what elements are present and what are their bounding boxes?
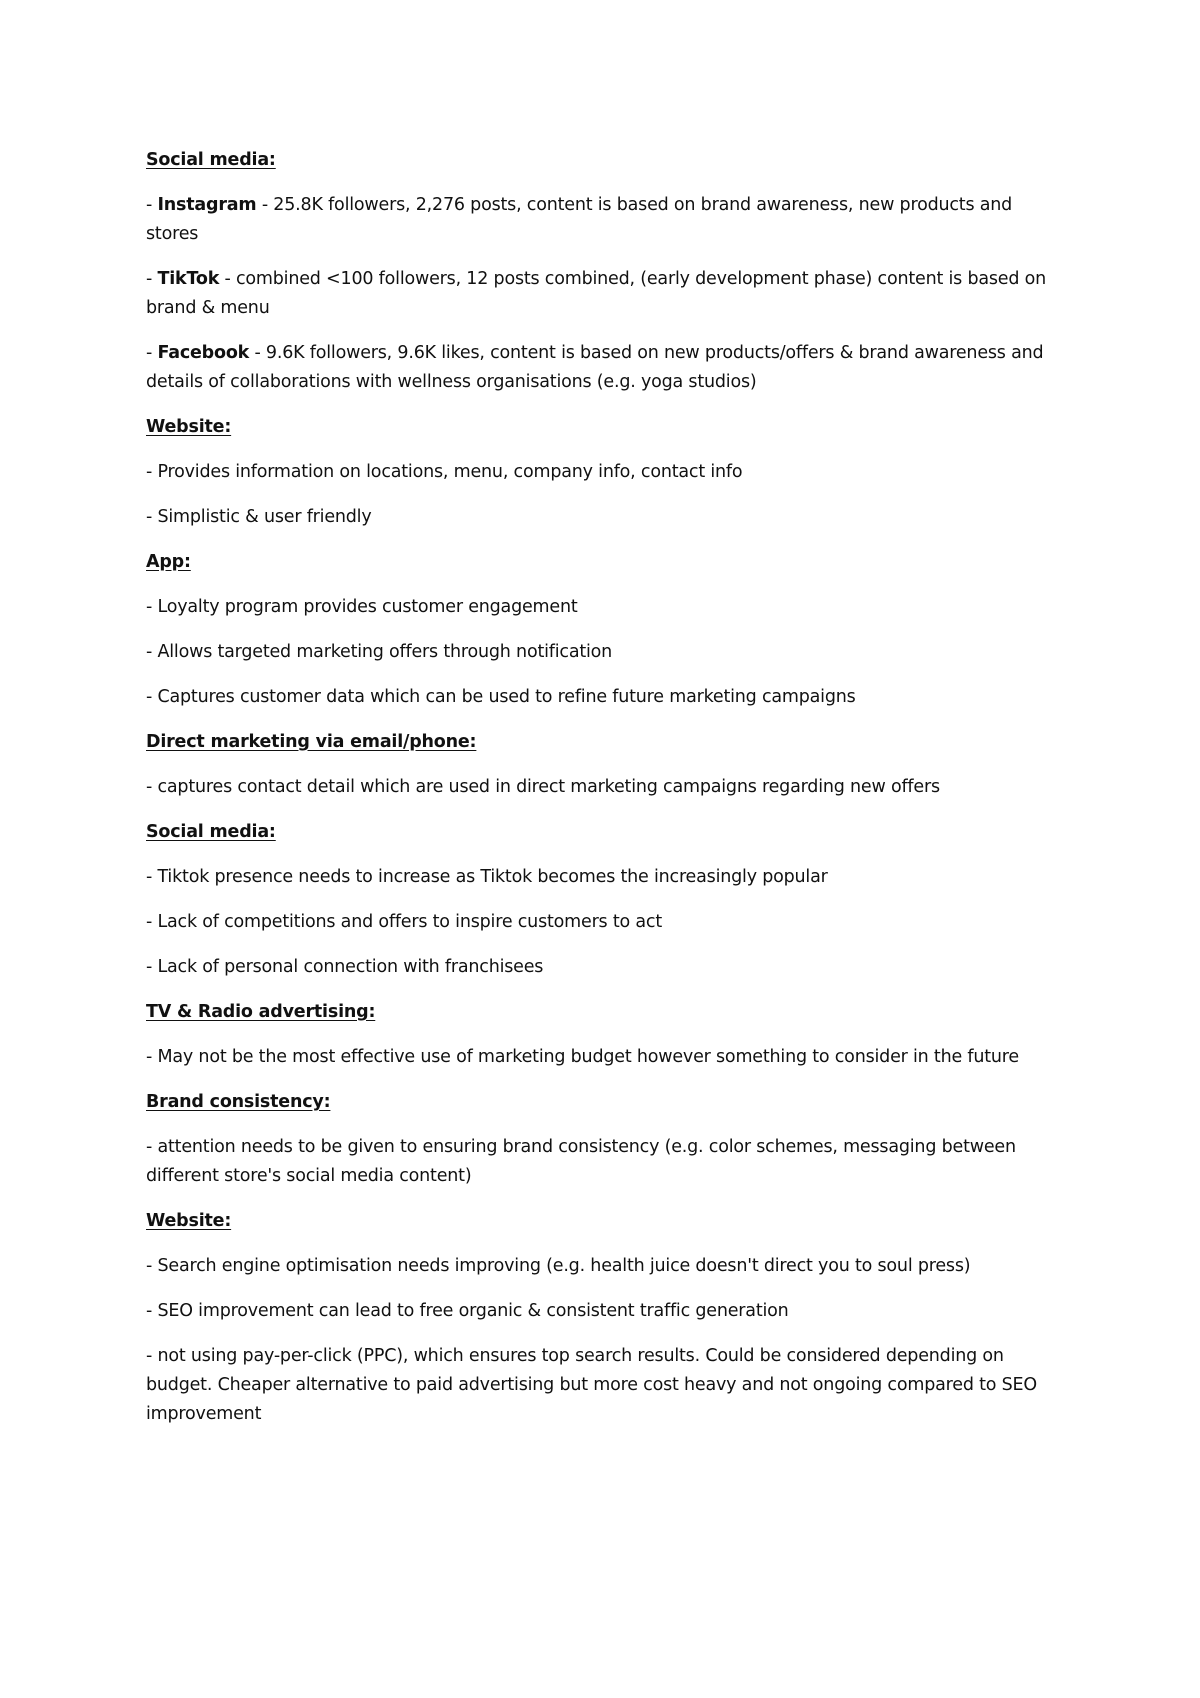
bullet-item (146, 503, 1066, 532)
bullet-text: Loyalty program provides customer engagement (157, 597, 578, 617)
bullet-item (146, 1043, 1066, 1072)
bullet-item (146, 953, 1066, 982)
section-heading: Direct marketing via email/phone: (146, 732, 477, 752)
bullet-item (146, 863, 1066, 892)
bullet-item (146, 1133, 1066, 1191)
bullet-text: Allows targeted marketing offers through notification (157, 642, 613, 662)
bullet-text: captures contact detail which are used in direct marketing campaigns regarding new offers (157, 777, 940, 797)
bullet-text: Lack of personal connection with franchisees (157, 957, 544, 977)
bullet-text: Captures customer data which can be used to refine future marketing campaigns (157, 687, 856, 707)
bullet-dash: - (146, 1137, 158, 1157)
platform-name: Facebook (157, 343, 250, 363)
bullet-text: May not be the most effective use of marketing budget however something to consider in the future (157, 1047, 1019, 1067)
bullet-dash: - (146, 507, 158, 527)
bullet-item (146, 339, 1066, 397)
section-heading: TV & Radio advertising: (146, 1002, 376, 1022)
bullet-dash: - (146, 1346, 158, 1366)
platform-name: Instagram (157, 195, 257, 215)
bullet-dash: - (146, 642, 158, 662)
bullet-dash: - (146, 1301, 158, 1321)
bullet-text: Lack of competitions and offers to inspire customers to act (157, 912, 662, 932)
bullet-item (146, 638, 1066, 667)
bullet-item (146, 1297, 1066, 1326)
section-heading: Brand consistency: (146, 1092, 331, 1112)
section-heading: App: (146, 552, 191, 572)
bullet-dash: - (146, 1047, 158, 1067)
bullet-text: - combined <100 followers, 12 posts combined, (early development phase) content is based on brand & menu (146, 269, 1047, 318)
bullet-dash: - (146, 777, 158, 797)
bullet-text: not using pay-per-click (PPC), which ensures top search results. Could be considered depending on budget. Cheaper alternative to paid advertising but more cost heavy and not ongoing compared to SEO improvement (146, 1346, 1037, 1424)
bullet-item (146, 683, 1066, 712)
bullet-item (146, 458, 1066, 487)
platform-name: TikTok (157, 269, 220, 289)
bullet-dash: - (146, 597, 158, 617)
bullet-item (146, 908, 1066, 937)
document-body (146, 146, 1066, 1445)
bullet-text: Provides information on locations, menu, company info, contact info (157, 462, 743, 482)
bullet-dash: - (146, 343, 158, 363)
bullet-dash: - (146, 687, 158, 707)
bullet-text: Search engine optimisation needs improving (e.g. health juice doesn't direct you to soul press) (157, 1256, 971, 1276)
bullet-item (146, 1342, 1066, 1429)
bullet-text: SEO improvement can lead to free organic & consistent traffic generation (157, 1301, 789, 1321)
section-heading: Social media: (146, 822, 276, 842)
section-heading: Website: (146, 417, 232, 437)
bullet-dash: - (146, 867, 158, 887)
bullet-dash: - (146, 1256, 158, 1276)
bullet-dash: - (146, 957, 158, 977)
bullet-text: Tiktok presence needs to increase as Tiktok becomes the increasingly popular (157, 867, 828, 887)
bullet-item (146, 265, 1066, 323)
bullet-item (146, 773, 1066, 802)
bullet-text: attention needs to be given to ensuring brand consistency (e.g. color schemes, messaging between different store's social media content) (146, 1137, 1016, 1186)
bullet-text: Simplistic & user friendly (157, 507, 372, 527)
bullet-item (146, 593, 1066, 622)
bullet-item (146, 1252, 1066, 1281)
bullet-text: - 9.6K followers, 9.6K likes, content is based on new products/offers & brand awareness and details of collaborations with wellness organisations (e.g. yoga studios) (146, 343, 1044, 392)
bullet-text: - 25.8K followers, 2,276 posts, content is based on brand awareness, new products and stores (146, 195, 1013, 244)
bullet-dash: - (146, 195, 158, 215)
section-heading: Social media: (146, 150, 276, 170)
bullet-dash: - (146, 912, 158, 932)
bullet-item (146, 191, 1066, 249)
section-heading: Website: (146, 1211, 232, 1231)
bullet-dash: - (146, 269, 158, 289)
bullet-dash: - (146, 462, 158, 482)
